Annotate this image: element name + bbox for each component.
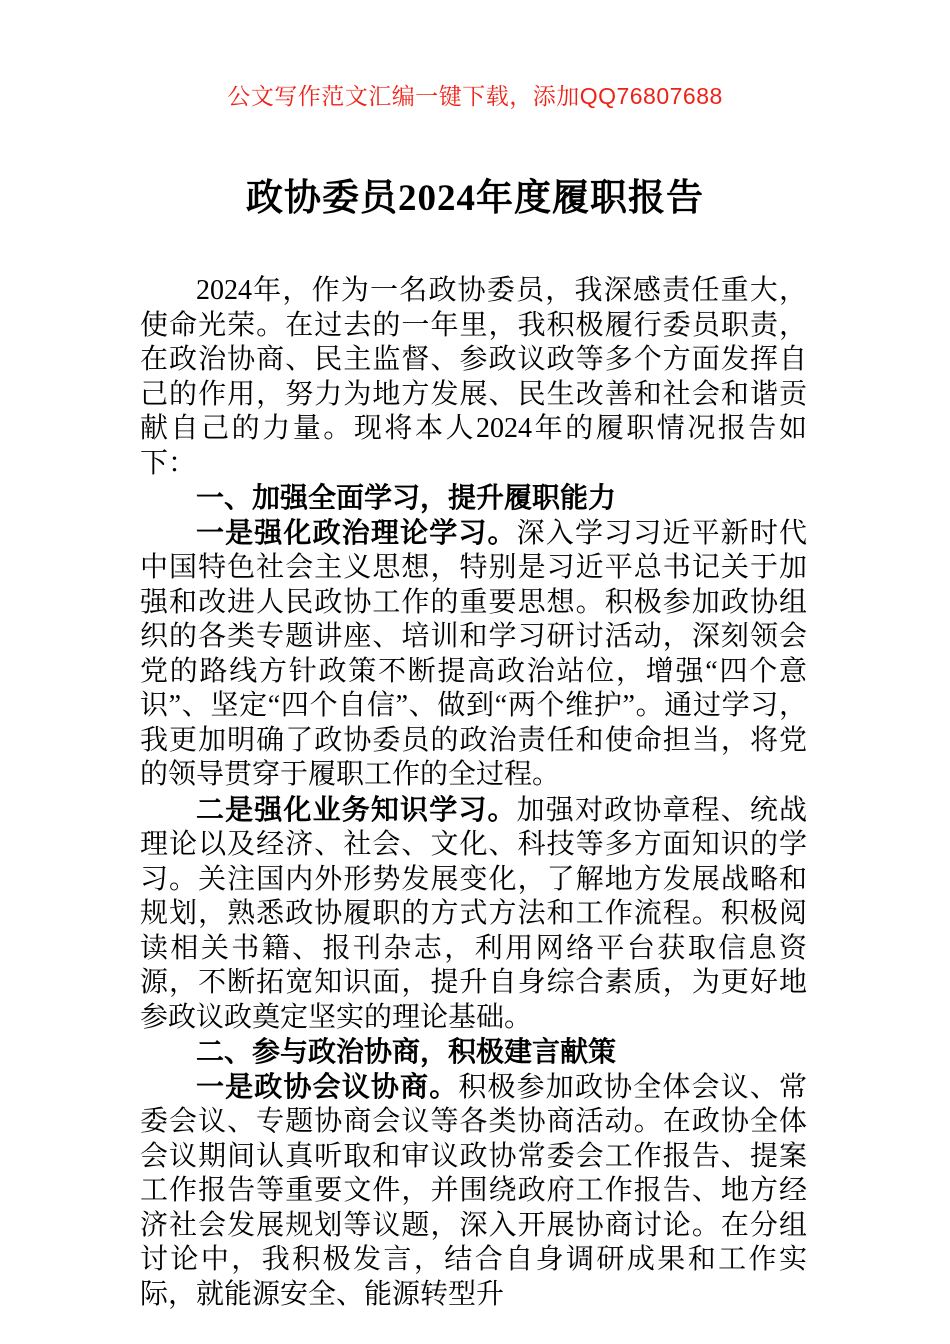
paragraph-lead-political-theory: 一是强化政治理论学习。	[196, 516, 517, 548]
paragraph-text-business-knowledge: 加强对政协章程、统战理论以及经济、社会、文化、科技等多方面知识的学习。关注国内外形势发展变化，了解地方发展战略和规划，熟悉政协履职的方式方法和工作流程。积极阅读相关书籍、报刊杂志，利用网络平台获取信息资源，不断拓宽知识面，提升自身综合素质，为更好地参政议政奠定坚实的理论基础。	[140, 794, 807, 1033]
promo-banner-text: 公文写作范文汇编一键下载，添加QQ76807688	[227, 83, 723, 109]
section-heading-1: 一、加强全面学习，提升履职能力	[196, 482, 617, 513]
document-title: 政协委员2024年度履职报告	[246, 178, 704, 219]
paragraph-text-meeting-consultation: 积极参加政协全体会议、常委会议、专题协商会议等各类协商活动。在政协全体会议期间认真听取和审议政协常委会工作报告、提案工作报告等重要文件，并围绕政府工作报告、地方经济社会发展规划等议题，深入开展协商讨论。在分组讨论中，我积极发言，结合自身调研成果和工作实际，就能源安全、能源转型升	[140, 1071, 807, 1310]
paragraph-political-theory-study	[140, 516, 807, 793]
paragraph-lead-meeting-consultation: 一是政协会议协商。	[196, 1070, 459, 1102]
paragraph-intro: 2024年，作为一名政协委员，我深感责任重大，使命光荣。在过去的一年里，我积极履行委员职责，在政治协商、民主监督、参政议政等多个方面发挥自己的作用，努力为地方发展、民生改善和社会和谐贡献自己的力量。现将本人2024年的履职情况报告如下：	[140, 275, 807, 479]
document-body	[140, 274, 807, 1312]
paragraph-text-political-theory: 深入学习习近平新时代中国特色社会主义思想，特别是习近平总书记关于加强和改进人民政协工作的重要思想。积极参加政协组织的各类专题讲座、培训和学习研讨活动，深刻领会党的路线方针政策不断提高政治站位，增强“四个意识”、坚定“四个自信”、做到“两个维护”。通过学习，我更加明确了政协委员的政治责任和使命担当，将党的领导贯穿于履职工作的全过程。	[140, 517, 807, 790]
paragraph-cppcc-meeting-consultation	[140, 1070, 807, 1313]
paragraph-business-knowledge-study	[140, 793, 807, 1036]
paragraph-lead-business-knowledge: 二是强化业务知识学习。	[196, 793, 517, 825]
section-heading-2: 二、参与政治协商，积极建言献策	[196, 1036, 617, 1067]
